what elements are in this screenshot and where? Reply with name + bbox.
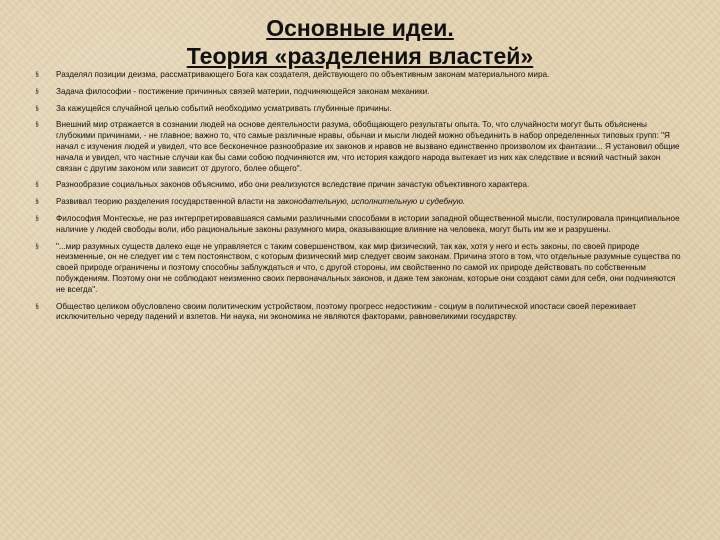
list-item — [32, 242, 682, 296]
list-item — [32, 180, 682, 191]
bullet-icon: § — [35, 88, 39, 95]
list-item — [32, 70, 682, 81]
list-item-text-italic: законодательную, исполнительную и судебную. — [277, 197, 466, 207]
bullet-icon: § — [35, 215, 39, 222]
list-item — [32, 104, 682, 115]
list-item-text: Философия Монтескье, не раз интерпретировавшаяся самыми различными способами в истории западной общественной мысли, постулировала принципиальное наличие у людей свободы воли, ибо рациональные законы разумного мира, оказывающие влияние на человека, могут быть им же и разрушены. — [56, 213, 680, 234]
title-line-1: Основные идеи. — [266, 15, 454, 41]
list-item-text: Внешний мир отражается в сознании людей на основе деятельности разума, обобщающего результаты опыта. То, что случайности могут быть объяснены глубокими причинами, - не главное; важно то, что самые различные нравы, обычаи и мысли людей можно объединить в набор определенных типовых групп: "Я начал с изучения людей и увидел, что все бесконечное разнообразие их законов и нравов не вызвано единственно произволом их фантазии... Я установил общие начала и увидел, что частные случаи как бы сами собою подчиняются им, что история каждого народа вытекает из них как следствие и всякий частный закон связан с другим законом или зависит от другого, более общего". — [56, 120, 680, 173]
list-item — [32, 197, 682, 208]
bullet-icon: § — [35, 243, 39, 250]
list-item-text — [56, 197, 682, 208]
list-item-text: Разнообразие социальных законов объяснимо, ибо они реализуются вследствие причин зачастую объективного характера. — [56, 180, 530, 190]
list-item — [32, 302, 682, 324]
bullet-list — [32, 70, 682, 329]
bullet-icon: § — [35, 199, 39, 206]
list-item — [32, 214, 682, 236]
slide-title — [120, 14, 600, 70]
list-item — [32, 87, 682, 98]
list-item-text: За кажущейся случайной целью событий необходимо усматривать глубинные причины. — [56, 103, 392, 113]
bullet-icon: § — [35, 72, 39, 78]
bullet-icon: § — [35, 303, 39, 310]
bullet-icon: § — [35, 105, 39, 112]
list-item-text: Разделял позиции деизма, рассматривающего Бога как создателя, действующего по объективным законам материального мира. — [56, 70, 550, 79]
bullet-icon: § — [35, 122, 39, 129]
list-item — [32, 120, 682, 174]
title-line-2: Теория «разделения властей» — [186, 43, 534, 69]
list-item-text: "...мир разумных существ далеко еще не управляется с таким совершенством, как мир физический, так как, хотя у него и есть законы, по своей природе неизменные, он не следует им с тем постоянством, с которым физический мир следует своим законам. Причина этого в том, что отдельные разумные существа по своей природе ограничены и поэтому способны заблуждаться и что, с другой стороны, им свойственно по самой их природе действовать по собственным побуждениям. Поэтому они не соблюдают неизменно своих первоначальных законов, и даже тем законам, которые они создают сами для себя, они подчиняются не всегда". — [56, 241, 681, 294]
bullet-icon: § — [35, 182, 39, 189]
list-item-text: Задача философии - постижение причинных связей материи, подчиняющейся законам механики. — [56, 86, 430, 96]
list-item-text-plain: Развивал теорию разделения государственной власти на — [56, 197, 278, 207]
list-item-text: Общество целиком обусловлено своим политическим устройством, поэтому прогресс недостижим - социум в политической ипостаси своей переживает исключительно череду падений и взлетов. Ни наука, ни экономика не являются факторами, равновеликими государству. — [56, 301, 637, 322]
